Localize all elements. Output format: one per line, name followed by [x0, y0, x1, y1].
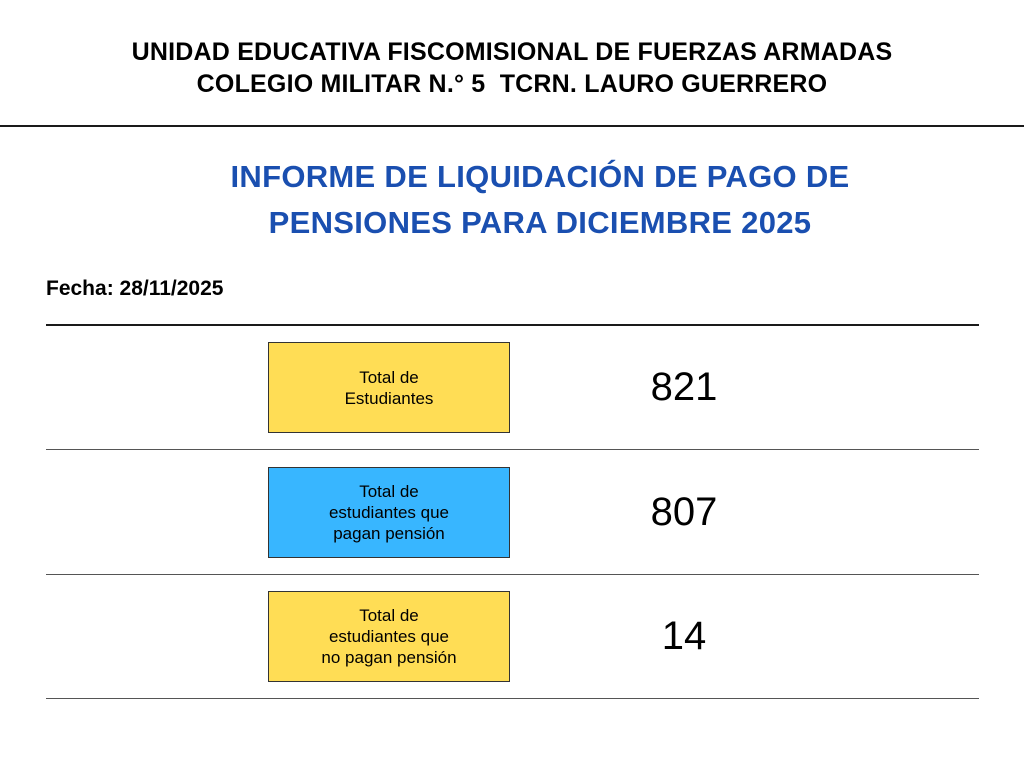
stat-label-total-students: Total de Estudiantes	[268, 342, 510, 433]
row-divider	[46, 449, 979, 450]
stat-value-total-students: 821	[650, 365, 718, 409]
stat-label-paying-students: Total de estudiantes que pagan pensión	[268, 467, 510, 558]
table-top-divider	[46, 324, 979, 326]
stat-label-non-paying-students: Total de estudiantes que no pagan pensión	[268, 591, 510, 682]
institution-name-line2: COLEGIO MILITAR N.° 5 TCRN. LAURO GUERRERO	[196, 70, 828, 98]
row-divider	[46, 698, 979, 699]
report-title-line2: PENSIONES PARA DICIEMBRE 2025	[268, 205, 812, 240]
institution-name-line1: UNIDAD EDUCATIVA FISCOMISIONAL DE FUERZAS ARMADAS	[131, 38, 893, 66]
stat-value-non-paying-students: 14	[661, 614, 707, 658]
report-date: Fecha: 28/11/2025	[46, 277, 224, 300]
institution-header	[0, 36, 1024, 100]
stat-value-paying-students: 807	[650, 490, 718, 534]
header-divider	[0, 125, 1024, 127]
report-title	[140, 154, 940, 246]
report-title-line1: INFORME DE LIQUIDACIÓN DE PAGO DE	[230, 159, 850, 194]
row-divider	[46, 574, 979, 575]
